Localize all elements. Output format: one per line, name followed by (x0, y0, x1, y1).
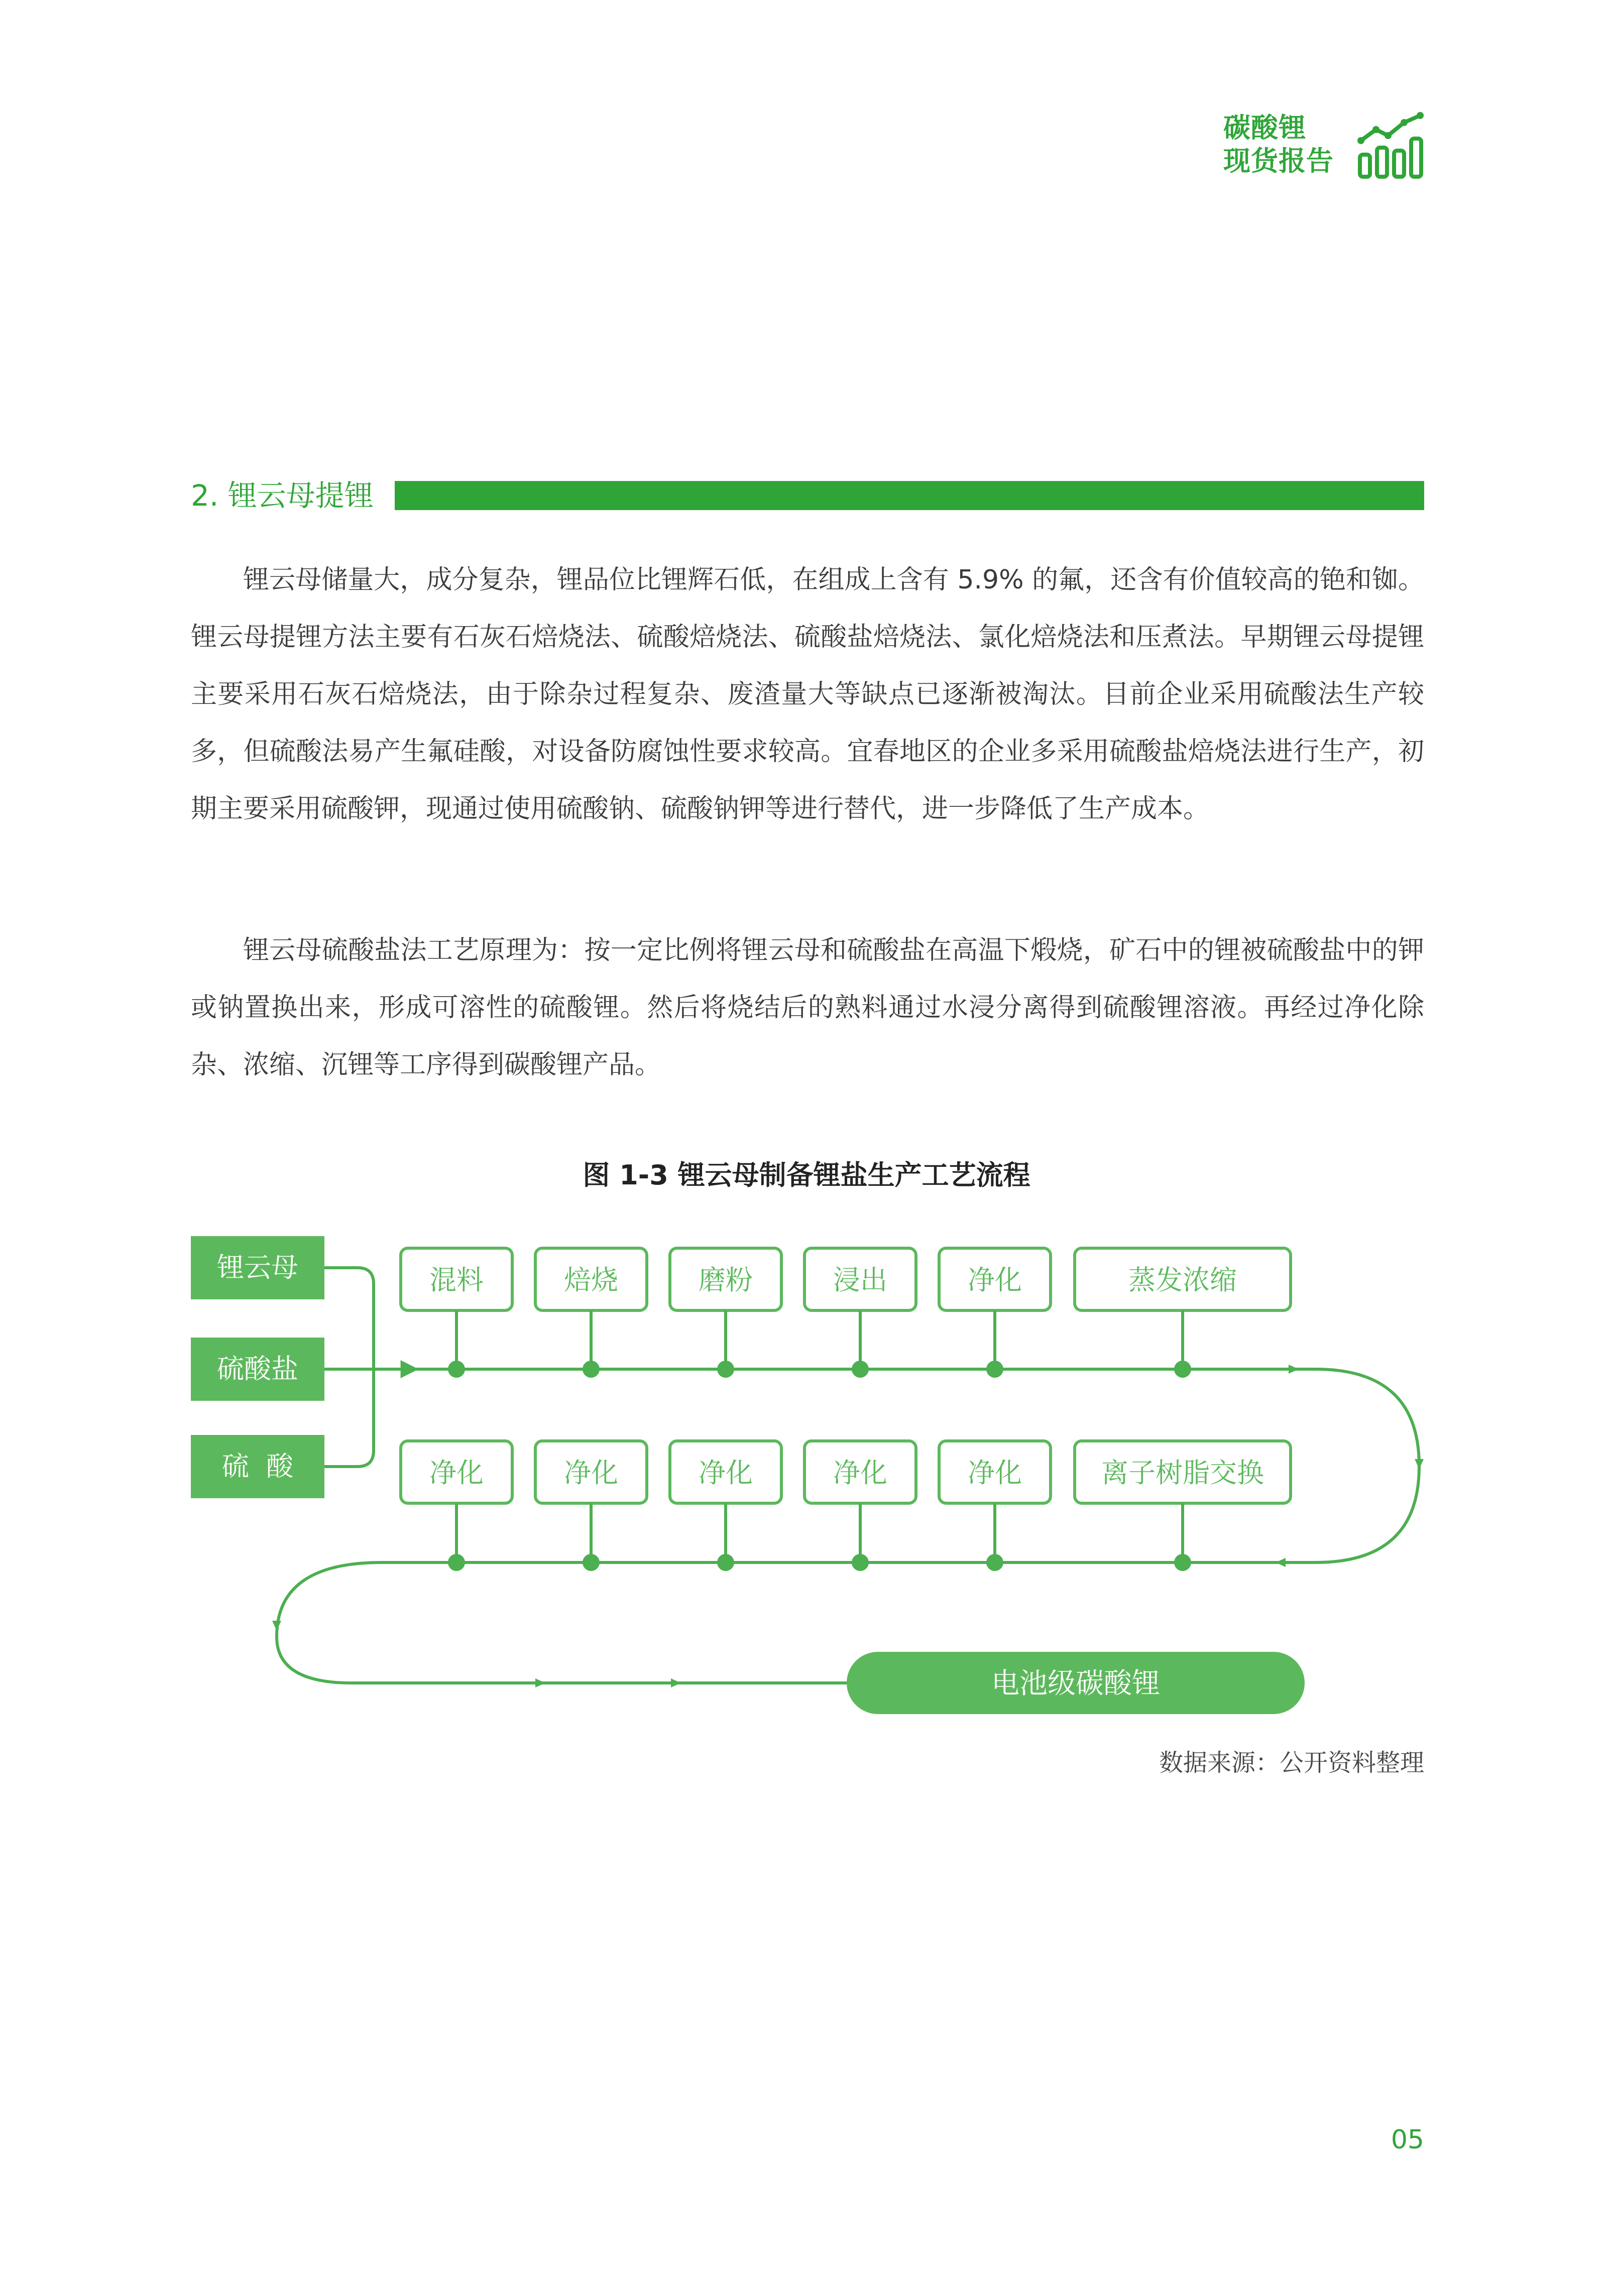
step-label: 浸出 (833, 1264, 887, 1296)
product-node (847, 1652, 1305, 1714)
arrow-head (1289, 1365, 1299, 1374)
logo-line-2: 现货报告 (1223, 145, 1334, 177)
step-label: 混料 (429, 1264, 484, 1296)
step-label: 净化 (968, 1457, 1022, 1489)
step-label: 净化 (564, 1457, 618, 1489)
arrow-head (272, 1621, 281, 1631)
input-boxes (191, 1236, 324, 1498)
row1-process-steps (401, 1248, 1291, 1310)
step-label: 净化 (968, 1264, 1022, 1296)
logo-line-1: 碳酸锂 (1223, 112, 1306, 144)
arrow-head (1415, 1459, 1424, 1469)
step-label: 焙烧 (564, 1264, 618, 1296)
step-label: 蒸发浓缩 (1128, 1264, 1237, 1296)
row2-connectors (456, 1503, 1183, 1562)
row2-process-steps (401, 1441, 1291, 1503)
step-label: 净化 (833, 1457, 887, 1489)
arrow-head (671, 1678, 681, 1687)
flow-path (277, 1369, 1419, 1683)
section-title: 2. 锂云母提锂 (191, 478, 374, 513)
data-source-note: 数据来源：公开资料整理 (1159, 1749, 1424, 1777)
body-paragraph-2: 锂云母硫酸盐法工艺原理为：按一定比例将锂云母和硫酸盐在高温下煅烧，矿石中的锂被硫酸盐中的钾或钠置换出来，形成可溶性的硫酸锂。然后将烧结后的熟料通过水浸分离得到硫酸锂溶液。再经过净化除杂、浓缩、沉锂等工序得到碳酸锂产品。 (191, 935, 1424, 1080)
body-paragraph-1: 锂云母储量大，成分复杂，锂品位比锂辉石低，在组成上含有 5.9% 的氟，还含有价值较高的铯和铷。锂云母提锂方法主要有石灰石焙烧法、硫酸焙烧法、硫酸盐焙烧法、氯化焙烧法和压煮法。早期锂云母提锂主要采用石灰石焙烧法，由于除杂过程复杂、废渣量大等缺点已逐渐被淘汰。目前企业采用硫酸法生产较多，但硫酸法易产生氟硅酸，对设备防腐蚀性要求较高。宜春地区的企业多采用硫酸盐焙烧法进行生产，初期主要采用硫酸钾，现通过使用硫酸钠、硫酸钠钾等进行替代，进一步降低了生产成本。 (191, 565, 1424, 824)
step-label: 磨粉 (699, 1264, 753, 1296)
input-label-lepidolite: 锂云母 (217, 1252, 298, 1283)
row1-connectors (456, 1310, 1183, 1369)
input-label-sulfuric-acid: 硫 酸 (221, 1451, 294, 1482)
step-label: 净化 (429, 1457, 484, 1489)
arrow-head (535, 1678, 545, 1687)
page-number: 05 (1391, 2125, 1424, 2155)
figure-caption: 图 1-3 锂云母制备锂盐生产工艺流程 (583, 1159, 1030, 1191)
step-label: 净化 (699, 1457, 753, 1489)
input-label-sulfate: 硫酸盐 (217, 1353, 298, 1385)
flow-arrowheads (272, 1365, 1424, 1687)
arrow-head (1276, 1558, 1286, 1567)
product-label: 电池级碳酸锂 (991, 1667, 1160, 1700)
step-label: 离子树脂交换 (1101, 1457, 1264, 1489)
